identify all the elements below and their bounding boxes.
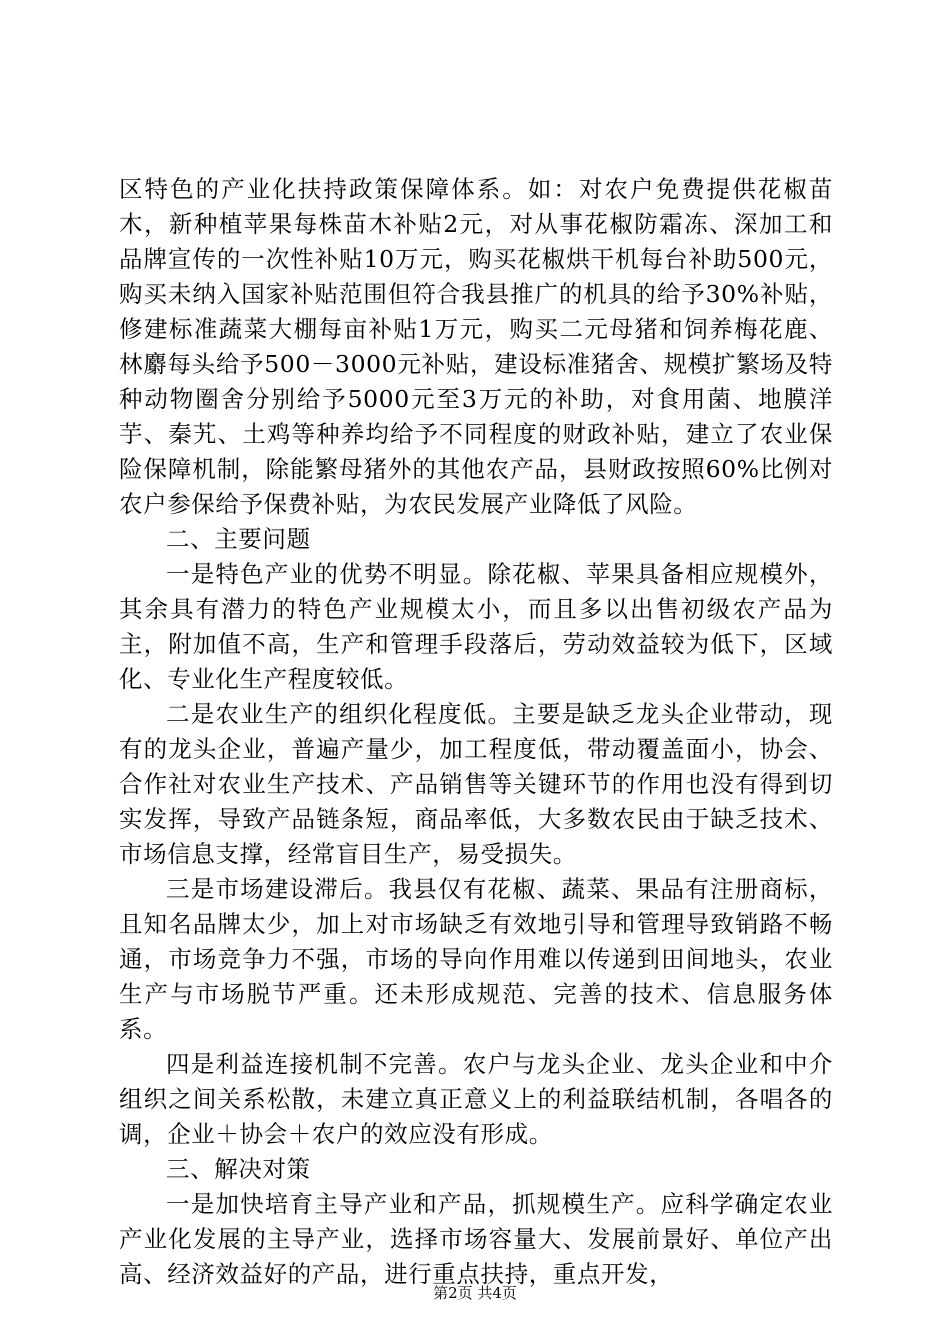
paragraph-policy-continuation: 区特色的产业化扶持政策保障体系。如：对农户免费提供花椒苗木，新种植苹果每株苗木补贴2元，对从事花椒防霜冻、深加工和品牌宣传的一次性补贴10万元，购买花椒烘干机每台补助500元，购买未纳入国家补贴范围但符合我县推广的机具的给予30%补贴，修建标准蔬菜大棚每亩补贴1万元，购买二元母猪和饲养梅花鹿、林麝每头给予500－3000元补贴，建设标准猪舍、规模扩繁场及特种动物圈舍分别给予5000元至3万元的补助，对食用菌、地膜洋芋、秦艽、土鸡等种养均给予不同程度的财政补贴，建立了农业保险保障机制，除能繁母猪外的其他农产品，县财政按照60%比例对农户参保给予保费补贴，为农民发展产业降低了风险。 bbox=[119, 175, 833, 518]
paragraph-countermeasure-one: 一是加快培育主导产业和产品，抓规模生产。应科学确定农业产业化发展的主导产业，选择市场容量大、发展前景好、单位产出高、经济效益好的产品，进行重点扶持，重点开发， bbox=[119, 1190, 833, 1288]
paragraph-problem-three: 三是市场建设滞后。我县仅有花椒、蔬菜、果品有注册商标，且知名品牌太少，加上对市场缺乏有效地引导和管理导致销路不畅通，市场竞争力不强，市场的导向作用难以传递到田间地头，农业生产与市场脱节严重。还未形成规范、完善的技术、信息服务体系。 bbox=[119, 875, 833, 1043]
section-heading-countermeasures: 三、解决对策 bbox=[166, 1155, 311, 1183]
page-footer: 第2页 共4页 bbox=[433, 1284, 517, 1302]
paragraph-problem-two: 二是农业生产的组织化程度低。主要是缺乏龙头企业带动，现有的龙头企业，普遍产量少，加工程度低，带动覆盖面小，协会、合作社对农业生产技术、产品销售等关键环节的作用也没有得到切实发挥，导致产品链条短，商品率低，大多数农民由于缺乏技术、市场信息支撑，经常盲目生产，易受损失。 bbox=[119, 700, 833, 868]
section-heading-main-problems: 二、主要问题 bbox=[166, 525, 311, 553]
paragraph-problem-four: 四是利益连接机制不完善。农户与龙头企业、龙头企业和中介组织之间关系松散，未建立真正意义上的利益联结机制，各唱各的调，企业＋协会＋农户的效应没有形成。 bbox=[119, 1050, 833, 1148]
paragraph-problem-one: 一是特色产业的优势不明显。除花椒、苹果具备相应规模外，其余具有潜力的特色产业规模太小，而且多以出售初级农产品为主，附加值不高，生产和管理手段落后，劳动效益较为低下，区域化、专业化生产程度较低。 bbox=[119, 560, 833, 693]
document-body bbox=[119, 172, 833, 1292]
